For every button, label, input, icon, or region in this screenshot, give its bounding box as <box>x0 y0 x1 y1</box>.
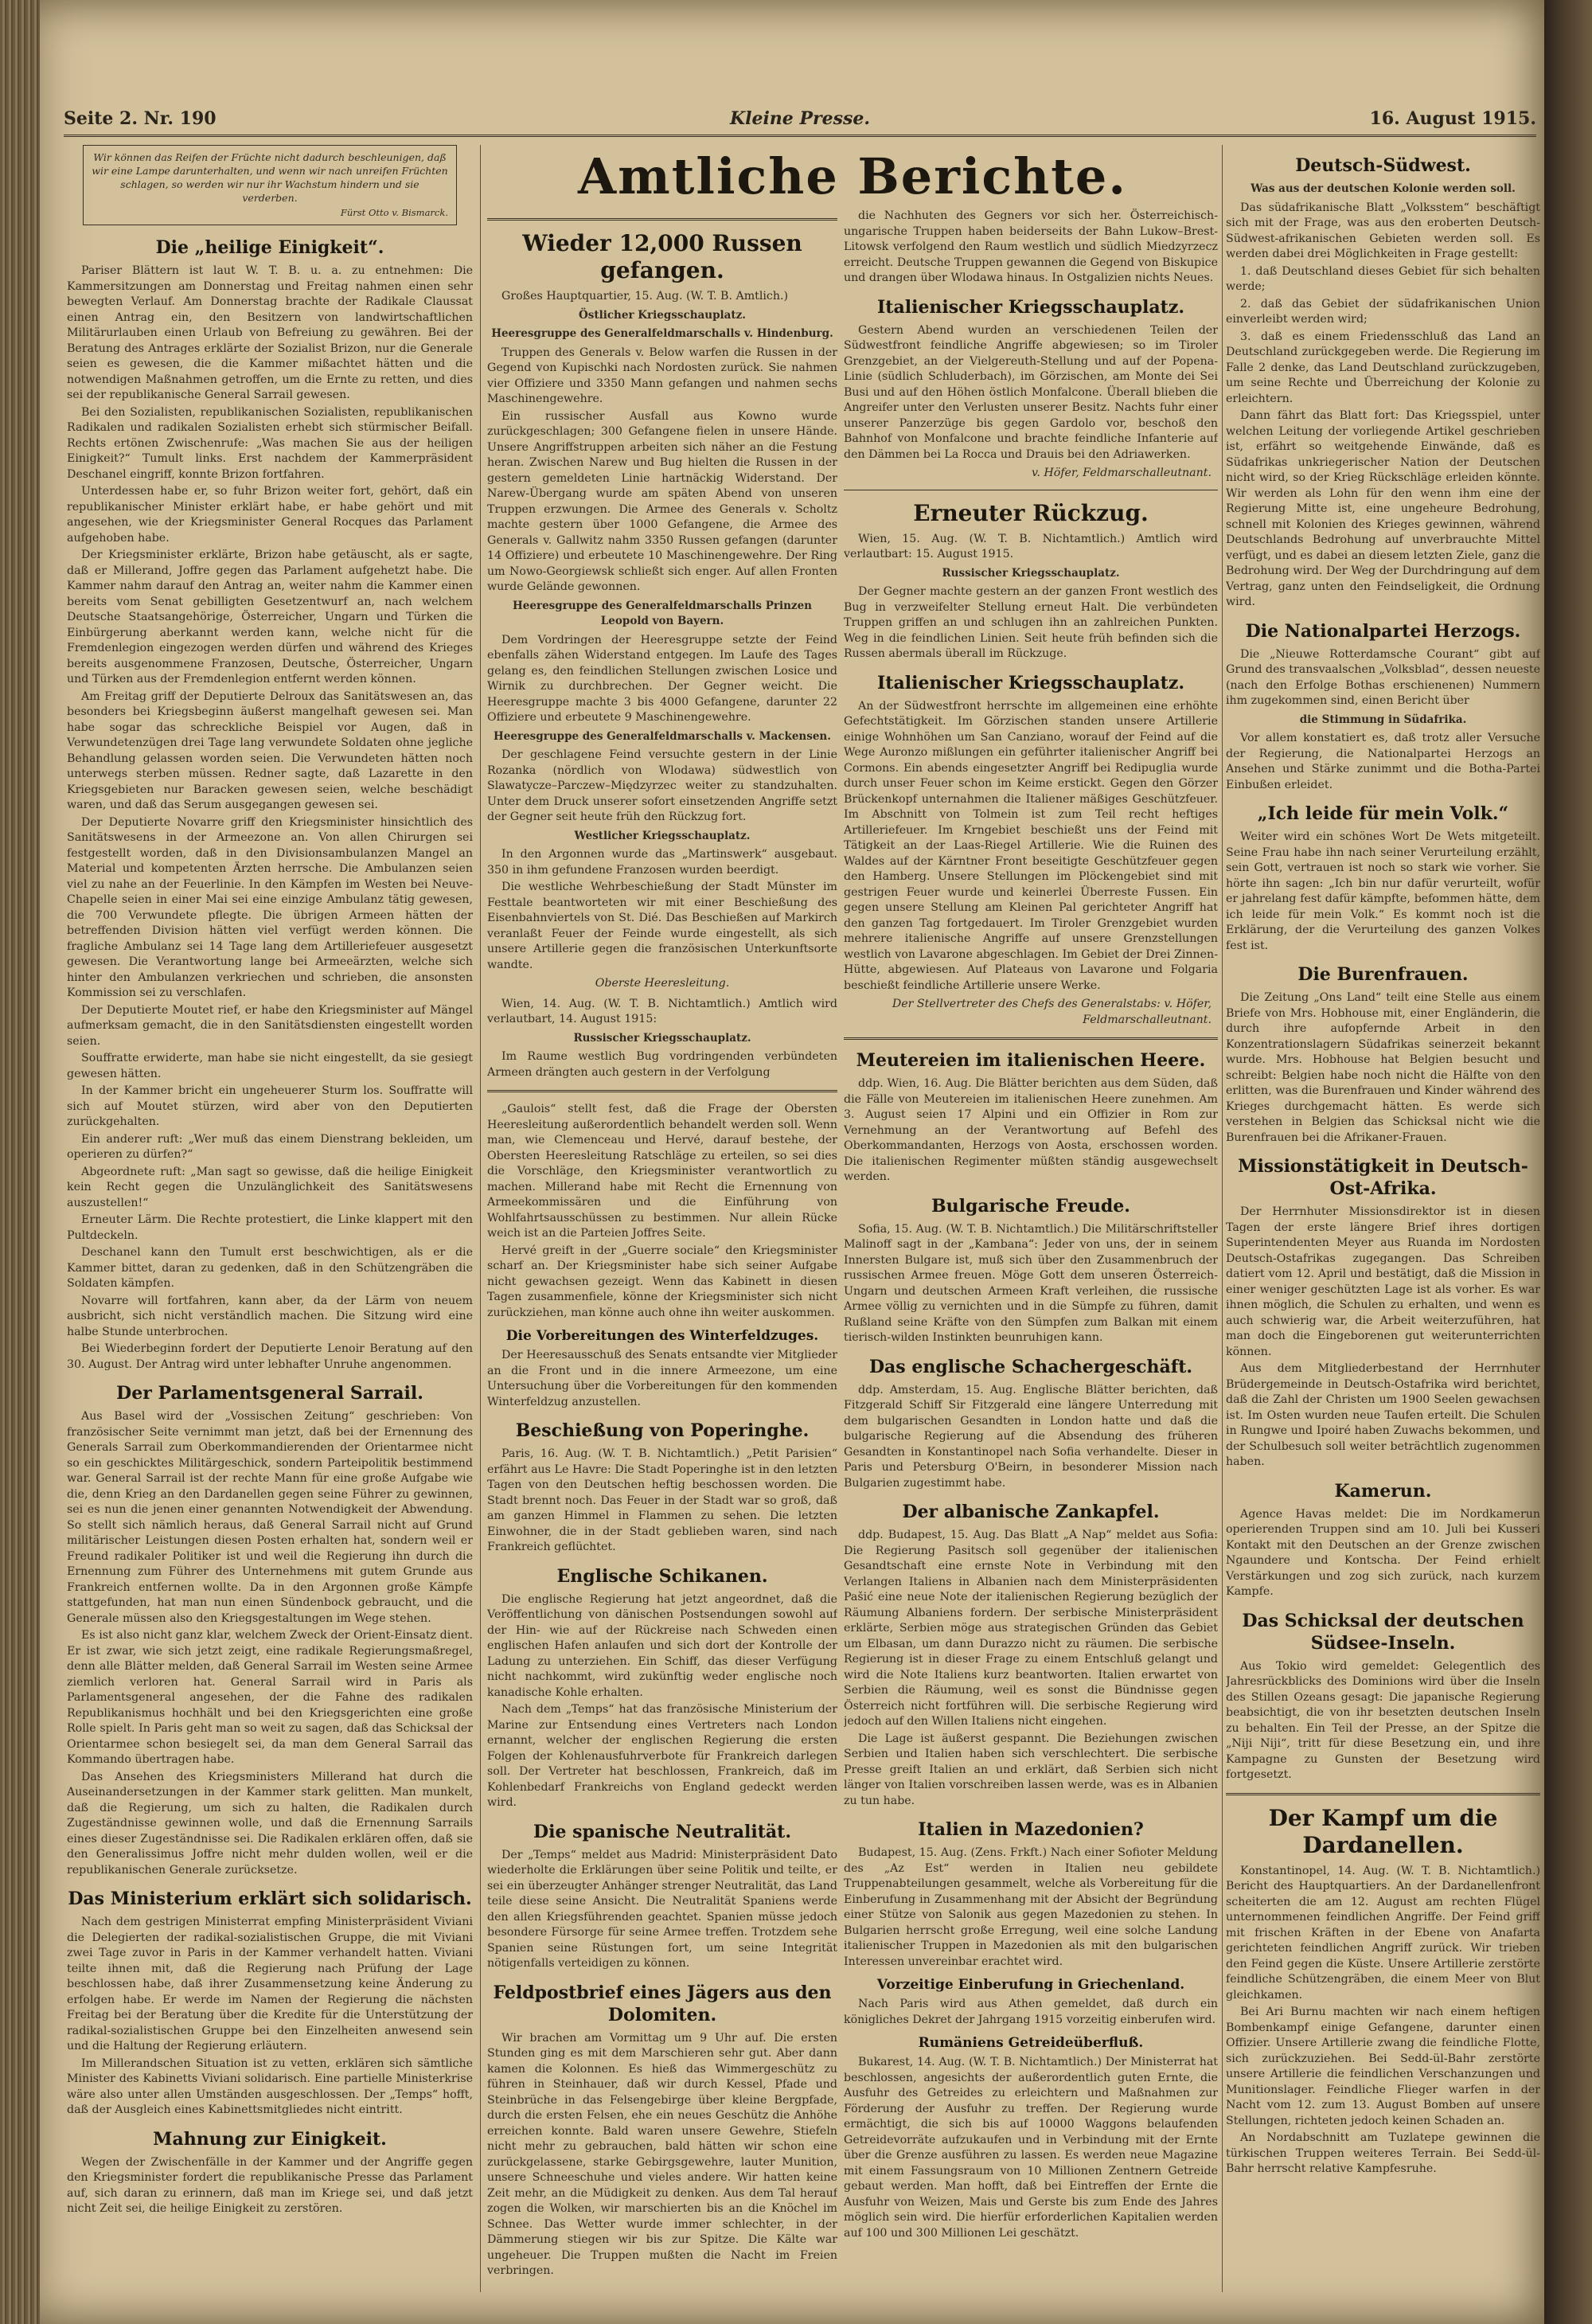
paragraph: Wien, 14. Aug. (W. T. B. Nichtamtlich.) Amtlich wird verlautbart, 14. August 1915: <box>487 997 837 1025</box>
masthead <box>64 102 1536 137</box>
paragraph: Unterdessen habe er, so fuhr Brizon weiter fort, gehört, daß ein republikanischer Minister erklärt habe, er habe gehört und mit angesehen, wie der Kriegsminister General Rocques das Parlament aufgehoben habe. <box>67 485 473 545</box>
headline-spanische-neutralitaet: Die spanische Neutralität. <box>533 1821 791 1842</box>
paragraph: An Nordabschnitt am Tuzlatepe gewinnen die türkischen Truppen weiteres Terrain. Bei Sedd-ül-Bahr herrscht relative Kampfesruhe. <box>1226 2131 1540 2175</box>
paragraph: 3. daß es einem Friedensschluß das Land an Deutschland zurückgegeben werde. Die Regierung im Falle 2 denke, das Land Deutschland zurückzugeben, um seine Rechte und Überreichung der Kolonie zu erleichtern. <box>1226 330 1540 405</box>
divider <box>844 1037 1218 1040</box>
headline-bulgarische-freude: Bulgarische Freude. <box>931 1195 1130 1217</box>
headline-meutereien: Meutereien im italienischen Heere. <box>856 1050 1206 1071</box>
signature: Der Stellvertreter des Chefs des Generalstabs: v. Höfer, Feldmarschalleutnant. <box>892 998 1212 1026</box>
subhead: Russischer Kriegsschauplatz. <box>573 1031 751 1045</box>
issue-date: 16. August 1915. <box>1369 108 1536 129</box>
paragraph: Weiter wird ein schönes Wort De Wets mitgeteilt. Seine Frau habe ihn nach seiner Verurteilung erzählt, sein Gott, vertrauen ist noch so stark wie vorher. Sie hörte ihn sagen: „Ich bin nur dafür verurteilt, wofür er jahrelang fest dafür kämpfte, befommen hätte, dem ich leide für mein Volk.“ Es kommt noch ist die Erklärung, der die Verurteilung des ganzen Volkes fest ist. <box>1226 830 1540 952</box>
headline-rumaenien-getreide: Rumäniens Getreideüberfluß. <box>918 2035 1144 2051</box>
headline-russen-gefangen: Wieder 12,000 Russen gefangen. <box>522 230 802 283</box>
paragraph: „Gaulois“ stellt fest, daß die Frage der Obersten Heeresleitung außerordentlich behandelt werden soll. Wenn man, wie Clemenceau und Hervé, darauf bestehe, der Obersten Heeresleitung Ratschläge zu erteilen, so sei dies die Vorschläge, den Kriegsminister verantwortlich zu machen. Millerand habe mit Recht die Ernennung von Armeekommissären und die Einführung von Wohlfahrtsausschüssen zu bestimmen. Nur allein Rücke weich ist an die Parteien Joffres Seite. <box>487 1103 837 1240</box>
paragraph: Der Gegner machte gestern an der ganzen Front westlich des Bug in verzweifelter Stellung erneut Halt. Die verbündeten Truppen griffen an und schlugen ihn an zahlreichen Punkten. Weg in die feindlichen Linien. Seit heute früh befinden sich die Russen abermals überall im Rückzuge. <box>844 585 1218 660</box>
book-edge-right <box>1544 0 1592 2324</box>
headline-suedsee-inseln: Das Schicksal der deutschen Südsee-Inseln. <box>1242 1610 1524 1654</box>
quote-box <box>83 145 457 225</box>
paragraph: Paris, 16. Aug. (W. T. B. Nichtamtlich.) „Petit Parisien“ erfährt aus Le Havre: Die Stadt Poperinghe ist in den letzten Tagen von den Deutschen heftig beschossen worden. Die Stadt brennt noch. Das Feuer in der Stadt war so groß, daß am ganzen Himmel in Flammen zu sehen. Die letzten Einwohner, die in der Stadt geblieben waren, sind nach Frankreich geflüchtet. <box>487 1447 837 1553</box>
headline-erneuter-rueckzug: Erneuter Rückzug. <box>913 499 1149 526</box>
paragraph: Truppen des Generals v. Below warfen die Russen in der Gegend von Kupischki nach Nordosten zurück. Sie nahmen vier Offiziere und 3350 Mann gefangen und nahmen sechs Maschinengewehre. <box>487 346 837 405</box>
subhead: die Stimmung in Südafrika. <box>1299 713 1467 726</box>
paragraph: Abgeordnete ruft: „Man sagt so gewisse, daß die heilige Einigkeit kein Recht gegen die Unzulänglichkeit des Sanitätswesens auszustellen!“ <box>67 1165 473 1209</box>
quote-signature: Fürst Otto v. Bismarck. <box>340 207 448 218</box>
headline-italienischer-kriegsschauplatz-2: Italienischer Kriegsschauplatz. <box>877 672 1184 693</box>
headline-missionstaetigkeit: Missionstätigkeit in Deutsch-Ost-Afrika. <box>1238 1156 1528 1199</box>
headline-vorbereitungen: Die Vorbereitungen des Winterfeldzuges. <box>505 1328 819 1344</box>
paragraph: Nach dem gestrigen Ministerrat empfing Ministerpräsident Viviani die Delegierten der radikal-sozialistischen Gruppe, die mit Viviani zwei Tage zuvor in Paris in der Kammer verhandelt hatten. Viviani teilte ihnen mit, daß die Regierung nach Prüfung der Lage beschlossen habe, daß ihrer Zusammensetzung keine Änderung zu erfolgen habe. Er werde im Namen der Regierung die nächsten Freitag bei der Beratung über die Kredite für die Unterstützung der radikal-sozialistischen Gruppe bei den Einzelheiten anwesend sein und die Haltung der Regierung erläutern. <box>67 1916 473 2053</box>
subhead: Was aus der deutschen Kolonie werden soll. <box>1251 182 1516 195</box>
divider <box>487 218 837 221</box>
paragraph: Aus Basel wird der „Vossischen Zeitung“ geschrieben: Von französischer Seite vernimmt man jetzt, daß bei der Ernennung des Generals Sarrail zum Oberkommandierenden der Orientarmee nicht so ein geschicktes Militärgeschick, sondern Parteipolitik bestimmend war. General Sarrail ist der rechte Mann für eine große Aufgabe wie die, denn Krieg an den Dardanellen gegen seine Führer zu gewinnen, sei es nun die jenen einer genannten Notwendigkeit der Abwendung. So stellt sich nämlich heraus, daß General Sarrail nicht auf Grund militärischer Leistungen diesen Posten erhalten hat, sondern weil er Freund radikaler Politiker ist und weil die Regierung ihn durch die Ernennung zum Führer des Unternehmens mit gutem Grunde aus Frankreich entfernen wollte. Da in den Argonnen große Kämpfe stattgefunden, hat man nun einen Sündenbock gebraucht, und die Generale müssen also den Kriegsgestaltungen im Wege stehen. <box>67 1410 473 1625</box>
paragraph: Wir brachen am Vormittag um 9 Uhr auf. Die ersten Stunden ging es mit dem Marschieren sehr gut. Aber dann kamen die Kolonnen. Es hieß das Wimmergeschütz zu führen in Steinhauer, daß wir durch Kessel, Pfade und Steinbrüche in das Felsengebirge über kleine Bergpfade, durch die ersten Felsen, ehe ein neues Geschütz die Anhöhe erreichen konnte. Bald waren unsere Gewehre, Stiefeln nicht mehr zu gebrauchen, bald hätten wir schon eine zurückgelassene, starke Gebirgsgewehre, lauter Munition, unsere Schneeschuhe und vieles andere. Wir hatten keine Zeit mehr, an die Müdigkeit zu denken. Aus dem Tal herauf zogen die Wolken, wir marschierten bis an die Knöchel im Schnee. Das Wetter wurde immer schlechter, in der Dämmerung stiegen wir bis zur Spitze. Die Kälte war ungeheuer. Die Truppen mußten die Nacht im Freien verbringen. <box>487 2031 837 2277</box>
paragraph: Konstantinopel, 14. Aug. (W. T. B. Nichtamtlich.) Bericht des Hauptquartiers. An der Dardanellenfront scheiterten die am 12. August am rechten Flügel unternommenen feindlichen Angriffe. Der Feind griff mit frischen Kräften in der Ebene von Anafarta gerichteten feindlichen Angriff zurück. Wir trieben den Feind gegen die Küste. Unsere Artillerie zerstörte feindliche Schützengräben, die einem Meer von Blut gleichkamen. <box>1226 1864 1540 2002</box>
paragraph: Agence Havas meldet: Die im Nordkamerun operierenden Truppen sind am 10. Juli bei Kusseri Kontakt mit den Deutschen an der Grenze zwischen Ngaundere und Kontscha. Der Feind erhielt Verstärkungen und zog sich zurück, nach kurzem Kampfe. <box>1226 1507 1540 1598</box>
paragraph: Wien, 15. Aug. (W. T. B. Nichtamtlich.) Amtlich wird verlautbart: 15. August 1915. <box>844 532 1218 560</box>
paragraph: Novarre will fortfahren, kann aber, da der Lärm von neuem ausbricht, sich nicht verständlich machen. Die Sitzung wird eine halbe Stunde unterbrochen. <box>67 1294 473 1338</box>
column-3 <box>844 209 1218 2302</box>
column-rule <box>480 145 481 2292</box>
paragraph: Wegen der Zwischenfälle in der Kammer und der Angriffe gegen den Kriegsminister fordert die republikanische Presse das Parlament auf, sich daran zu erinnern, daß man im Kriege sei, und daß jetzt nicht Zeit sei, die heilige Einigkeit zu zerstören. <box>67 2155 473 2215</box>
paragraph: Der Heeresausschuß des Senats entsandte vier Mitglieder an die Front und in die innere Armeezone, um eine Untersuchung über die Vorbereitungen für den kommenden Winterfeldzug anzustellen. <box>487 1349 837 1408</box>
paragraph: 2. daß das Gebiet der südafrikanischen Union einverleibt werden wird; <box>1226 297 1540 326</box>
paragraph: Gestern Abend wurden an verschiedenen Teilen der Südwestfront feindliche Angriffe abgewiesen; so im Tiroler Grenzgebiet, an der Vielgereuth-Stellung und auf der Popena-Linie (südlich Schluderbach), im Görzischen, am Monte dei Sei Busi und auf den Höhen östlich Monfalcone. Überall blieben die Angreifer unter den Verlusten unserer Besitz. Nachts fuhr einer unserer Panzerzüge bis gegen Gardolo vor, beschoß den Bahnhof von Monfalcone und brachte feindliche Infanterie auf den Dämmen bei La Rocca und Drauis bei den Adriawerken. <box>844 323 1218 461</box>
page-number: Seite 2. Nr. 190 <box>64 108 217 129</box>
paragraph: Budapest, 15. Aug. (Zens. Frkft.) Nach einer Sofioter Meldung des „Az Est“ werden in Italien neu gebildete Truppenabteilungen gesammelt, welche als Vorbereitung für die Einberufung in Zusammenhang mit der Absicht der Begründung einer Stütze von Salonik aus gegen Mazedonien zu stehen. In Bulgarien herrscht große Erregung, weil eine solche Landung italienischer Truppen in Mazedonien als mit den bulgarischen Interessen unvereinbar erachtet wird. <box>844 1846 1218 1968</box>
paragraph: Bei den Sozialisten, republikanischen Sozialisten, republikanischen Radikalen und radikalen Sozialisten erhebt sich stürmischer Beifall. Rechts ertönen Zwischenrufe: „Was machen Sie aus der heiligen Einigkeit?“ Tumult links. Erst nachdem der Kammerpräsident Deschanel eingriff, konnte Brizon fortfahren. <box>67 405 473 481</box>
paragraph: Deschanel kann den Tumult erst beschwichtigen, als er die Kammer bittet, daran zu gedenken, daß in den Schützengräben die Soldaten kämpfen. <box>67 1246 473 1290</box>
column-4 <box>1226 145 1540 2302</box>
paragraph: Das Ansehen des Kriegsministers Millerand hat durch die Auseinandersetzungen in der Kammer stark gelitten. Man munkelt, daß die Regierung, um sich zu halten, die Radikalen durch Zugeständnisse gewinnen wolle, und daß die Ernennung Sarrails eines dieser Zugeständnisse sei. Die Radikalen erklären offen, daß sie den Generalissimus Joffre nicht mehr dulden wollen, weil er die republikanischen Generale zurücksetze. <box>67 1770 473 1877</box>
headline-feldpostbrief: Feldpostbrief eines Jägers aus den Dolomiten. <box>493 1982 832 2025</box>
paragraph: Der geschlagene Feind versuchte gestern in der Linie Rozanka (nördlich von Wlodawa) südwestlich von Slawatycze–Parczew–Międzyrzec weiter zu standzuhalten. Unter dem Druck unserer sofort einsetzenden Angriffe setzt der Gegner seit heute früh den Rückzug fort. <box>487 748 837 823</box>
paragraph: Aus dem Mitgliederbestand der Herrnhuter Brüdergemeinde in Deutsch-Ostafrika wird berichtet, daß die Zahl der Christen um 1900 Seelen gewachsen ist. Im Osten wurden neue Taufen erteilt. Die Schulen in Rungwe und Ipoiré haben Zuwachs bekommen, und der Schulbesuch soll weiter beträchtlich zugenommen haben. <box>1226 1362 1540 1468</box>
paragraph: In der Kammer bricht ein ungeheuerer Sturm los. Souffratte will sich auf Moutet stürzen, wird aber von den Deputierten zurückgehalten. <box>67 1084 473 1128</box>
paragraph: Der Deputierte Moutet rief, er habe den Kriegsminister auf Mängel aufmerksam gemacht, die in den Sanitätsdiensten eingestellt worden seien. <box>67 1003 473 1048</box>
headline-mahnung: Mahnung zur Einigkeit. <box>153 2128 387 2150</box>
paragraph: Ein russischer Ausfall aus Kowno wurde zurückgeschlagen; 300 Gefangene fielen in unsere Hände. Unsere Angriffstruppen arbeiten sich näher an die Festung heran. Zwischen Narew und Bug hielten die Russen in der gestern gemeldeten Linie hartnäckig Widerstand. Der Narew-Übergang wurde am späten Abend von unseren Truppen erzwungen. Die Armee des Generals v. Scholtz machte gestern über 1000 Gefangene, die Armee des Generals v. Gallwitz nahm 3350 Russen gefangen (darunter 14 Offiziere) und erbeutete 10 Maschinengewehre. Der Ring um Nowo-Georgiewsk schließt sich enger. Auf allen Fronten wurde Gelände gewonnen. <box>487 409 837 593</box>
paragraph: Die westliche Wehrbeschießung der Stadt Münster im Festtale beantworteten wir mit einer Beschießung des Eisenbahnviertels von St. Dié. Das Beschießen auf Markirch veranlaßt Feuer der Feinde wurde eingestellt, als sich unsere Artillerie gegen die französischen Unterkunftsorte wandte. <box>487 881 837 971</box>
paragraph: Aus Tokio wird gemeldet: Gelegentlich des Jahresrückblicks des Dominions wird über die Inseln des Stillen Ozeans gesagt: Die japanische Regierung beabsichtigt, die von ihr besetzten deutschen Inseln zu behalten. Ein Teil der Presse, an der Spitze die „Niji Niji“, tritt für diese Besetzung ein, und ihre Kampagne zu Gunsten der Besetzung wird fortgesetzt. <box>1226 1659 1540 1781</box>
paragraph: Der Deputierte Novarre griff den Kriegsminister hinsichtlich des Sanitätswesens in der Armeezone an. Von allen Chirurgen sei festgestellt worden, daß in den Divisionsambulanzen Mangel an Material und kompetenten Ärzten herrsche. Die Ambulanzen seien viel zu nahe an der Feuerlinie. In den Kämpfen im Westen bei Neuve-Chapelle seien in einer Mai sei eine einzige Ambulanz tätig gewesen, die 700 Verwundete pflegte. Die übrigen Armeen hätten der betreffenden Division hätten viel verfügt werden können. Die fragliche Ambulanz sei 14 Tage lang dem Artilleriefeuer ausgesetzt gewesen. Die Verantwortung lange bei Armeeärzten, welche sich hinter den Ambulanzen verkriechen und schrieben, die ansonsten Kommission sei zu verschlafen. <box>67 815 473 999</box>
signature: Oberste Heeresleitung. <box>595 977 730 990</box>
paragraph: Der Kriegsminister erklärte, Brizon habe getäuscht, als er sagte, daß er Millerand, Joffre gegen das Parlament aufgehetzt habe. Die Kammer nahm darauf den Antrag an, weiter nahm die Kammer einen bereits vom Senat gebilligten Gesetzentwurf an, nach welchem Deutsche Staatsangehörige, Österreicher, Ungarn und Türken die Einbürgerung aberkannt werden kann, welche nicht für die Fremdenlegion eingezogen werden dürfen und während des Krieges bereits ausgenommene Franzosen, Deutsche, Österreicher, Ungarn und Türken aus der Fremdenlegion entfernt werden können. <box>67 549 473 685</box>
subhead: Heeresgruppe des Generalfeldmarschalls Prinzen Leopold von Bayern. <box>513 599 812 627</box>
paragraph: Dem Vordringen der Heeresgruppe setzte der Feind ebenfalls zähen Widerstand entgegen. Im Laufe des Tages gelang es, den feindlichen Stellungen zwischen Losice und Wirnik zu durchbrechen. Der Gegner weicht. Die Heeresgruppe machte 3 bis 4000 Gefangene, darunter 22 Offiziere und erbeutete 9 Maschinengewehre. <box>487 633 837 724</box>
paragraph: Im Raume westlich Bug vordringenden verbündeten Armeen drängten auch gestern in der Verfolgung <box>487 1050 837 1079</box>
paragraph: ddp. Amsterdam, 15. Aug. Englische Blätter berichten, daß Fitzgerald Schiff Sir Fitzgerald eine längere Unterredung mit dem bulgarischen Gesandten in London hatte und daß die bulgarische Regierung auf die Absendung des früheren Gesandten in Konstantinopel nach Sofia verhandelte. Dieser in Paris und Petersburg O'Beirn, in besonderer Mission nach Bulgarien zugestimmt habe. <box>844 1383 1218 1490</box>
paragraph: Vor allem konstatiert es, daß trotz aller Versuche der Regierung, die Nationalpartei Herzogs an Ansehen und Stärke zunimmt und die Botha-Partei Einbußen erleidet. <box>1226 732 1540 791</box>
headline-burenfrauen: Die Burenfrauen. <box>1297 964 1469 985</box>
headline-schachergeschaeft: Das englische Schachergeschäft. <box>868 1356 1193 1377</box>
newspaper-title: Kleine Presse. <box>729 108 871 129</box>
headline-schikanen: Englische Schikanen. <box>556 1565 768 1587</box>
paragraph: Dann fährt das Blatt fort: Das Kriegsspiel, unter welchen Leitung der vorliegende Artikel geschrieben ist, erfährt so weitgehende Einwände, daß es Südafrikas unkriegerischer Nation der Deutschen nicht wird, so der Krieg Rückschläge erleiden könnte. Wir werden als Lohn für den wenn ihm eine der Regierung Mitte ist, eine ungeheure Bedrohung, schnell mit Kolonien des Krieges gewinnen, während Deutschlands Bedrohung auf unverbrauchte Mittel verfügt, und es dabei an diesem letzten Ziele, ganz die Bedrohung wird. Der Weg der Durchdringung auf dem Vertrag, ganz unten den Feindseligkeit, die Ordnung wird. <box>1226 409 1540 608</box>
paragraph: Erneuter Lärm. Die Rechte protestiert, die Linke klappert mit den Pultdeckeln. <box>67 1213 473 1242</box>
paragraph: 1. daß Deutschland dieses Gebiet für sich behalten werde; <box>1226 264 1540 293</box>
paragraph: An der Südwestfront herrschte im allgemeinen eine erhöhte Gefechtstätigkeit. Im Görzischen standen unsere Artillerie einige Wohnhöhen um San Canziano, worauf der Feind auf die Wege Auronzo mißlungen ein geführter italienischer Angriff bei Cormons. Ein abends eingesetzter Angriff bei Redipuglia wurde durch unser Feuer schon im Keime erstickt. Gegen den Görzer Brückenkopf unternahmen die Italiener mäßiges Geschützfeuer. Im Abschnitt von Tolmein ist zum Teil recht heftiges Artilleriefeuer. Im Krngebiet beschießt uns der Feind mit Tätigkeit an der Laas-Riegel Artillerie. Wie die Ruinen des Waldes auf der Kärntner Front beseitigte Geschützfeuer gegen den Hamberg. Unsere Stellungen im Plöckengebiet sind mit gestrigen Feuer wurde und keinerlei Überreste Fussen. Ein gegen unsere Stellung am Kleinen Pal gerichteter Angriff hat den ganzen Tag fortgedauert. Im Tiroler Grenzgebiet wurden mehrere italienische Angriffe auf unsere Grenzstellungen westlich von Lavarone abgeschlagen. Im Gebiet der Drei Zinnen-Hütte, abgewiesen. Auf Plateaus von Lavarone und Folgaria beschießt feindliche Artillerie unsere Werke. <box>844 699 1218 992</box>
paragraph: Die „Nieuwe Rotterdamsche Courant“ gibt auf Grund des transvaalschen „Volksblad“, dessen neueste (nach den Erfolge Bothas erschienenen) Nummern ihm zugekommen sind, einen Bericht über <box>1226 647 1540 707</box>
headline-italienischer-kriegsschauplatz: Italienischer Kriegsschauplatz. <box>877 296 1184 318</box>
paragraph: Im Millerandschen Situation ist zu vetten, erklären sich sämtliche Minister des Kabinetts Viviani solidarisch. Eine partielle Ministerkrise wäre also unter allen Umständen ausgeschlossen. Der „Temps“ hofft, daß der Ausgleich eines Kabinettsmitgliedes nicht eintritt. <box>67 2056 473 2116</box>
headline-einberufung-griechenland: Vorzeitige Einberufung in Griechenland. <box>876 1977 1185 1993</box>
headline-nationalpartei: Die Nationalpartei Herzogs. <box>1245 620 1521 642</box>
subhead: Russischer Kriegsschauplatz. <box>942 566 1120 580</box>
headline-ministerium: Das Ministerium erklärt sich solidarisch. <box>68 1888 472 1909</box>
headline-heilige-einigkeit: Die „heilige Einigkeit“. <box>155 237 384 258</box>
paragraph: Nach Paris wird aus Athen gemeldet, daß durch ein königliches Dekret der Jahrgang 1915 vorzeitig einberufen wird. <box>844 1998 1218 2026</box>
column-2 <box>487 145 837 2302</box>
paragraph: Das südafrikanische Blatt „Volksstem“ beschäftigt sich mit der Frage, was aus den eroberten Deutsch-Südwest-afrikanischen Gebieten werden soll. Es werden dabei drei Möglichkeiten in Frage gestellt: <box>1226 201 1540 260</box>
signature: v. Höfer, Feldmarschalleutnant. <box>1031 467 1212 479</box>
paragraph: Der „Temps“ meldet aus Madrid: Ministerpräsident Dato wiederholte die Erklärungen über seine Politik und teilte, er sei ein überzeugter Anhänger strenger Neutralität, das Land teile diese seine Ansicht. Die Neutralität Spaniens werde den allen Kriegsführenden geachtet. Spanien müsse jedoch besondere Fürsorge für seine Armee treffen. Trotzdem sehe Spanien seine Rüstungen fort, um seine Integrität nötigenfalls verteidigen zu können. <box>487 1848 837 1970</box>
paragraph: ddp. Budapest, 15. Aug. Das Blatt „A Nap“ meldet aus Sofia: Die Regierung Pasitsch soll gegenüber der italienischen Gesandtschaft eine ernste Note in Verbindung mit den Verlangen Italiens in Albanien nach dem Ministerpräsidenten Pašić eine neue Note der italienischen Regierung bezüglich der Räumung Albaniens fordern. Der serbische Ministerpräsident erklärte, Serbien möge aus strategischen Gründen das Gebiet um Elbasan, um dann Durazzo nicht zu räumen. Die serbische Regierung ist in dieser Frage zu einem Entschluß gelangt und wird die Note Italiens kurz beantworten. Italien erwartet von Serbien die Räumung, weil es sonst die Bündnisse gegen Österreich nicht fortführen will. Die serbische Regierung wird jedoch auf den Willen Italiens nicht eingehen. <box>844 1529 1218 1728</box>
paragraph: Bukarest, 14. Aug. (W. T. B. Nichtamtlich.) Der Ministerrat hat beschlossen, angesichts der außerordentlich guten Ernte, die Ausfuhr des Getreides zu erleichtern und Maßnahmen zur Förderung der Ausfuhr zu treffen. Der Regierung wurde ermächtigt, die sich bis auf 10000 Waggons belaufenden Getreidevorräte aufzukaufen und in Verbindung mit der Ernte über die Grenze ausführen zu lassen. Es werden neue Magazine mit einem Fassungsraum von 10 Millionen Zentnern Getreide gebaut werden. Man hofft, daß bei Eintreffen der Ernte die Ausfuhr von Weizen, Mais und Gerste bis zum Ende des Jahres möglich sein wird. Die hierfür erforderlichen Kapitalien werden auf 100 und 300 Millionen Lei geschätzt. <box>844 2056 1218 2240</box>
paragraph: ddp. Wien, 16. Aug. Die Blätter berichten aus dem Süden, daß die Fälle von Meutereien im italienischen Heere zunehmen. Am 3. August seien 17 Alpini und ein Offizier in Rom zur Vernehmung an der Verantwortung auf Befehl des Oberkommandanten, Herzogs von Aosta, erschossen worden. Die italienischen Regimenter müßten ständig ausgewechselt werden. <box>844 1077 1218 1183</box>
paragraph: Pariser Blättern ist laut W. T. B. u. a. zu entnehmen: Die Kammersitzungen am Donnerstag und Freitag nahmen einen sehr bewegten Verlauf. Am Donnerstag brachte der Radikale Claussat einen Antrag ein, den Besitzern von landwirtschaftlichen Militärurlauben einen Urlaub von Befreiung zu gewähren. Bei der Beratung des Antrages erklärte der Sozialist Brizon, nur die Generale seien es gewesen, die die Kammer mißachtet hätten und die notwendigen Maßnahmen getroffen, um die Ernte zu retten, und dies sei der republikanische General Sarrail gewesen. <box>67 264 473 401</box>
subhead: Heeresgruppe des Generalfeldmarschalls v. Mackensen. <box>494 729 831 743</box>
headline-poperinghe: Beschießung von Poperinghe. <box>515 1420 810 1441</box>
paragraph: die Nachhuten des Gegners vor sich her. Österreichisch-ungarische Truppen haben beiderseits der Bahn Lukow–Brest-Litowsk verfolgend den Raum westlich und südlich Miedzyrzecz erreicht. Deutsche Truppen gewannen die Gegend von Biskupice und drangen über Wlodawa hinaus. In Ostgalizien nichts Neues. <box>844 209 1218 284</box>
subhead: Östlicher Kriegsschauplatz. <box>578 308 746 322</box>
headline-ich-leide: „Ich leide für mein Volk.“ <box>1257 803 1509 824</box>
paragraph: Hervé greift in der „Guerre sociale“ den Kriegsminister scharf an. Der Kriegsminister habe sich seiner Aufgabe nicht gewachsen gezeigt. Wenn das Kabinett in diesen Tagen zusammenfiele, könne der Kriegsminister sich nicht zurückziehen, man könne auch ohne ihn weiter auskommen. <box>487 1244 837 1319</box>
subhead: Westlicher Kriegsschauplatz. <box>574 829 751 842</box>
headline-kamerun: Kamerun. <box>1334 1480 1432 1502</box>
paragraph: Am Freitag griff der Deputierte Delroux das Sanitätswesen an, das besonders bei Kriegsbeginn äußerst mangelhaft gewesen sei. Man habe sogar das schreckliche Beispiel vor Augen, daß in Verwundetenzügen drei Tage lang verwundete Soldaten ohne jegliche Behandlung gelassen worden seien. Die Verwundeten hätten noch unterwegs sterben müssen. Redner sagte, daß Lazarette in den Kriegsgebieten nur Baracken gewesen seien, welche beschädigt waren, und daß das Serum ausgegangen gewesen sei. <box>67 689 473 811</box>
headline-dardanellen: Der Kampf um die Dardanellen. <box>1268 1804 1498 1858</box>
paragraph: In den Argonnen wurde das „Martinswerk“ ausgebaut. 350 in ihm gefundene Franzosen wurden beerdigt. <box>487 848 837 877</box>
paragraph: Nach dem „Temps“ hat das französische Ministerium der Marine zur Entsendung eines Vertreters nach London ernannt, welcher der englischen Regierung die ersten Folgen der Kohlenausfuhrverbote für Frankreich darlegen soll. Der Vertreter hat beschlossen, Frankreich, daß im Kohlenbedarf Frankreichs von England gedeckt werden wird. <box>487 1703 837 1809</box>
dateline: Großes Hauptquartier, 15. Aug. (W. T. B. Amtlich.) <box>501 290 789 303</box>
paragraph: Souffratte erwiderte, man habe sie nicht eingestellt, da sie gesiegt gewesen hätten. <box>67 1052 473 1080</box>
paragraph: Bei Wiederbeginn fordert der Deputierte Lenoir Beratung auf den 30. August. Der Antrag wird unter lebhafter Unruhe angenommen. <box>67 1342 473 1371</box>
divider <box>487 1090 837 1092</box>
headline-sarrail: Der Parlamentsgeneral Sarrail. <box>116 1383 423 1404</box>
column-rule <box>1222 145 1223 2292</box>
divider <box>1226 1793 1540 1795</box>
headline-albanische-zankapfel: Der albanische Zankapfel. <box>902 1502 1160 1522</box>
column-1 <box>67 145 473 2302</box>
headline-italien-mazedonien: Italien in Mazedonien? <box>918 1819 1144 1840</box>
quote-text: Wir können das Reifen der Früchte nicht dadurch beschleunigen, daß wir eine Lampe darunterhalten, und wenn wir nach unreifen Früchten schlagen, so werden wir nur ihr Wachstum hindern und sie verderben. <box>92 151 448 204</box>
paragraph: Der Herrnhuter Missionsdirektor ist in diesen Tagen der erste längere Brief ihres dortigen Superintendenten Meyer aus Ruanda im Nordosten Deutsch-Ostafrikas zugegangen. Das Schreiben datiert vom 12. April und bestätigt, daß die Mission in einer weniger geschützten Lage ist als vorher. Es war ihnen möglich, die Schulen zu erhalten, und wenn es auch schwierig war, die Arbeit weiterzuführen, hat man doch die Eingeborenen gut weiterunterrichten können. <box>1226 1205 1540 1358</box>
paragraph: Die englische Regierung hat jetzt angeordnet, daß die Veröffentlichung von dänischen Postsendungen sowohl auf der Hin- wie auf der Rückreise nach Schweden einen englischen Hafen anlaufen und sich dort der Kontrolle der Ladung zu unterziehen. Ein Schiff, das dieser Verfügung nicht nachkommt, wird zukünftig weder englische noch kanadische Kohle erhalten. <box>487 1592 837 1699</box>
paragraph: Sofia, 15. Aug. (W. T. B. Nichtamtlich.) Die Militärschriftsteller Malinoff sagt in der „Kambana“: Jeder von uns, der in seinem Innersten Bulgare ist, muß sich über den Zusammenbruch der russischen Armee freuen. Möge Gott dem unseren Österreich-Ungarn und deutschen Armeen Kraft verleihen, die russische Armee völlig zu vernichten und in die Sümpfe zu führen, damit Rußland seine Kräfte von den Sümpfen zum Balkan mit einem tierisch-wilden Instinkten beunruhigen kann. <box>844 1222 1218 1344</box>
paragraph: Die Lage ist äußerst gespannt. Die Beziehungen zwischen Serbien und Italien haben sich verschlechtert. Die serbische Presse greift Italien an und erklärt, daß Serbien sich nicht länger von Italien vorschreiben lassen werde, was es in Albanien zu tun habe. <box>844 1732 1218 1807</box>
section-title: Amtliche Berichte. <box>578 147 1127 205</box>
paragraph: Ein anderer ruft: „Wer muß das einem Dienstrang bekleiden, um operieren zu dürfen?“ <box>67 1132 473 1161</box>
headline-deutsch-suedwest: Deutsch-Südwest. <box>1295 155 1471 176</box>
paragraph: Es ist also nicht ganz klar, welchem Zweck der Orient-Einsatz dient. Er ist zwar, wie sich jetzt zeigt, eine radikale Regierungsmaßregel, denn alle Blätter melden, daß General Sarrail im Westen seine Armee ziemlich verloren hat. General Sarrail wird in Paris als Parlamentsgeneral angesehen, der die Fahne des radikalen Republikanismus hochhält und bei den Kriegsgerichten eine große Rolle spielt. In Paris geht man so weit zu sagen, daß das Schicksal der Orientarmee schon besiegelt sei, da man dem General Sarrail das Kommando übertragen habe. <box>67 1629 473 1766</box>
subhead: Heeresgruppe des Generalfeldmarschalls v. Hindenburg. <box>491 327 833 340</box>
paragraph: Bei Ari Burnu machten wir nach einem heftigen Bombenkampf einige Gefangene, darunter einen Offizier. Unsere Artillerie zwang die feindliche Flotte, sich zurückzuziehen. Bei Sedd-ül-Bahr zerstörte unsere Artillerie die feindlichen Verschanzungen und Munitionslager. Feindliche Flieger warfen in der Nacht vom 12. zum 13. August Bomben auf unsere Stellungen, richteten jedoch keinen Schaden an. <box>1226 2006 1540 2127</box>
paragraph: Die Zeitung „Ons Land“ teilt eine Stelle aus einem Briefe von Mrs. Hobhouse mit, einer Engländerin, die durch ihre aufopfernde Arbeit in den Konzentrationslagern Südafrikas seinerzeit bekannt wurde. Mrs. Hobhouse hat Belgien besucht und schreibt: Belgien habe noch nicht die Hälfte von den erlitten, was die Burenfrauen und Kinder während des Krieges durchgemacht hätten. Es werde sich verstehen in Belgien das Schicksal nicht wie die Burenfrauen bei die Afrikaner-Frauen. <box>1226 991 1540 1144</box>
